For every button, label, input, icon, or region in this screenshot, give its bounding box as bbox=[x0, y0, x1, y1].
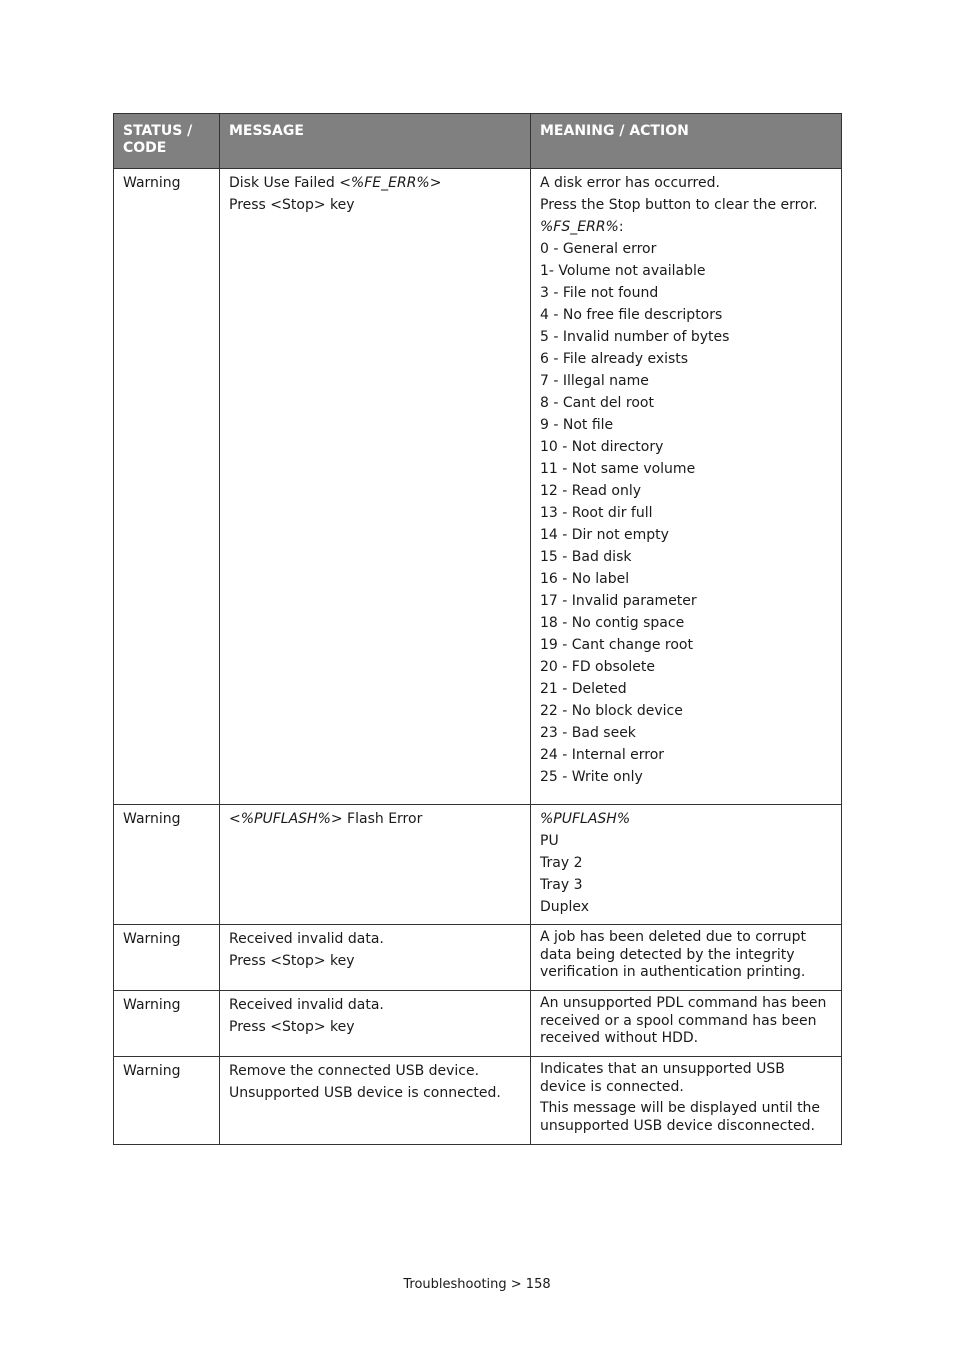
meaning-cell bbox=[531, 169, 842, 805]
table-row bbox=[114, 925, 842, 991]
meaning-cell bbox=[531, 1057, 842, 1145]
message-cell bbox=[220, 925, 531, 991]
error-code-item: 9 - Not file bbox=[540, 417, 614, 433]
meaning-item: Duplex bbox=[540, 899, 590, 915]
error-code-item: 14 - Dir not empty bbox=[540, 527, 669, 543]
meaning-variable: %FS_ERR% bbox=[540, 219, 619, 235]
message-variable: <%PUFLASH%> bbox=[229, 811, 343, 827]
status-cell bbox=[114, 1057, 220, 1145]
header-meaning: MEANING / ACTION bbox=[531, 114, 842, 169]
status-cell bbox=[114, 991, 220, 1057]
error-message-table bbox=[113, 113, 842, 1145]
message-line: Remove the connected USB device. bbox=[229, 1063, 480, 1079]
table-row bbox=[114, 169, 842, 805]
error-code-item: 6 - File already exists bbox=[540, 351, 689, 367]
message-line bbox=[229, 809, 521, 831]
message-cell bbox=[220, 991, 531, 1057]
message-line: Received invalid data. bbox=[229, 997, 384, 1013]
table-row bbox=[114, 805, 842, 925]
error-code-item: 12 - Read only bbox=[540, 483, 642, 499]
meaning-variable-colon: : bbox=[618, 219, 624, 235]
header-row bbox=[114, 114, 842, 169]
meaning-cell bbox=[531, 925, 842, 991]
error-code-item: 20 - FD obsolete bbox=[540, 659, 655, 675]
error-code-item: 13 - Root dir full bbox=[540, 505, 653, 521]
status-cell bbox=[114, 169, 220, 805]
status-cell bbox=[114, 925, 220, 991]
meaning-item: Tray 2 bbox=[540, 855, 583, 871]
error-code-item: 1- Volume not available bbox=[540, 263, 706, 279]
message-text: Flash Error bbox=[342, 811, 423, 827]
message-line: Press <Stop> key bbox=[229, 1019, 355, 1035]
message-line: Press <Stop> key bbox=[229, 953, 355, 969]
status-text: Warning bbox=[123, 1063, 181, 1079]
message-variable: <%FE_ERR%> bbox=[339, 175, 442, 191]
error-code-item: 11 - Not same volume bbox=[540, 461, 696, 477]
meaning-variable: %PUFLASH% bbox=[540, 811, 631, 827]
error-code-item: 10 - Not directory bbox=[540, 439, 664, 455]
meaning-item: PU bbox=[540, 833, 559, 849]
error-code-item: 25 - Write only bbox=[540, 769, 643, 785]
meaning-text: This message will be displayed until the unsupported USB device disconnected. bbox=[540, 1100, 821, 1134]
error-code-item: 21 - Deleted bbox=[540, 681, 627, 697]
error-code-item: 3 - File not found bbox=[540, 285, 659, 301]
meaning-variable-line bbox=[540, 217, 832, 239]
error-code-item: 8 - Cant del root bbox=[540, 395, 654, 411]
error-code-list bbox=[540, 239, 832, 789]
page-footer: Troubleshooting > 158 bbox=[403, 1277, 551, 1292]
table-body bbox=[114, 169, 842, 1145]
meaning-cell bbox=[531, 991, 842, 1057]
message-cell bbox=[220, 805, 531, 925]
meaning-line: Press the Stop button to clear the error. bbox=[540, 197, 818, 213]
error-code-item: 23 - Bad seek bbox=[540, 725, 636, 741]
table-row bbox=[114, 1057, 842, 1145]
status-text: Warning bbox=[123, 931, 181, 947]
table-header bbox=[114, 114, 842, 169]
error-code-item: 4 - No free file descriptors bbox=[540, 307, 723, 323]
message-line: Press <Stop> key bbox=[229, 197, 355, 213]
meaning-text: An unsupported PDL command has been received or a spool command has been received without HDD. bbox=[540, 995, 827, 1046]
error-code-item: 16 - No label bbox=[540, 571, 630, 587]
meaning-text: Indicates that an unsupported USB device is connected. bbox=[540, 1061, 785, 1095]
status-text: Warning bbox=[123, 997, 181, 1013]
error-code-item: 5 - Invalid number of bytes bbox=[540, 329, 730, 345]
header-message: MESSAGE bbox=[220, 114, 531, 169]
table-row bbox=[114, 991, 842, 1057]
error-code-item: 17 - Invalid parameter bbox=[540, 593, 697, 609]
message-cell bbox=[220, 1057, 531, 1145]
message-line bbox=[229, 173, 521, 195]
message-cell bbox=[220, 169, 531, 805]
error-code-item: 7 - Illegal name bbox=[540, 373, 649, 389]
status-cell bbox=[114, 805, 220, 925]
meaning-cell bbox=[531, 805, 842, 925]
meaning-item: Tray 3 bbox=[540, 877, 583, 893]
error-code-item: 19 - Cant change root bbox=[540, 637, 693, 653]
error-code-item: 18 - No contig space bbox=[540, 615, 685, 631]
error-code-item: 0 - General error bbox=[540, 241, 657, 257]
meaning-line: A disk error has occurred. bbox=[540, 175, 720, 191]
error-code-item: 22 - No block device bbox=[540, 703, 683, 719]
status-text: Warning bbox=[123, 175, 181, 191]
message-text: Disk Use Failed bbox=[229, 175, 340, 191]
message-line: Received invalid data. bbox=[229, 931, 384, 947]
header-status: STATUS / CODE bbox=[114, 114, 220, 169]
error-code-item: 24 - Internal error bbox=[540, 747, 665, 763]
error-code-item: 15 - Bad disk bbox=[540, 549, 632, 565]
meaning-text: A job has been deleted due to corrupt data being detected by the integrity verification in authentication printing. bbox=[540, 929, 806, 980]
status-text: Warning bbox=[123, 811, 181, 827]
message-line: Unsupported USB device is connected. bbox=[229, 1085, 501, 1101]
